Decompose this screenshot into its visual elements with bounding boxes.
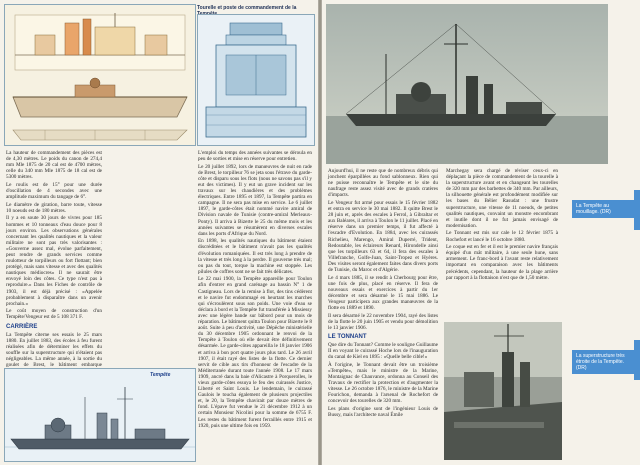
ship-plan-drawing — [4, 4, 196, 146]
page-edge-tab-top — [634, 190, 640, 230]
right-col1-p7: Les plans d'origine sont de l'ingénieur Louis de Bussy, mais l'architecte naval Émile — [328, 405, 438, 419]
left-col1-text — [6, 150, 102, 369]
left-col2-p3: En 1898, les qualités nautiques du bâtiment étaient discréditées et le bâtiment n'avait pas les qualités d'évolution romaniquées. Il est très long à prendre de la vitesse et très long à la perdre. Il gouverne très mal; ou pas du tout, torque la machine est stoppée. Les pilules de coffres sont ne se fait très délicates. — [198, 238, 312, 275]
right-col2-p3: Le coque est en fer et il est le premier navire français équipé d'un mât militaire, à une seule hune, sans armement. Le franc-bord à l'avant reste relativement important en comparaison avec les bâtiments précédents, cependant, la hauteur de la plage arrière par rapport à la flottaison n'est que de 1,50 mètre. — [446, 244, 558, 281]
right-col2-p2: Le Tonnant est mis sur cale le 12 février 1875 à Rochefort et lancé le 16 octobre 1880. — [446, 230, 558, 243]
superstructure-photo — [444, 322, 562, 460]
right-col1-p4: Il sera désarmé le 22 novembre 1904, rayé des listes de la flotte le 20 juin 1905 et vendu pour démolition le 13 janvier 1906. — [328, 312, 438, 331]
tempete-drawing — [4, 368, 196, 462]
right-col2-text — [446, 168, 558, 318]
section-heading-tonnant: LE TONNANT — [328, 333, 367, 340]
right-col1-text — [328, 168, 438, 460]
ship-plan-svg — [5, 5, 195, 145]
ship-photo-svg — [326, 4, 608, 164]
right-col1-p5: Que dire du Tonnant? Comme le souligne Guillaume II en voyant le cuirassé Hoche lors de l'inauguration du canal de Kiel en 1895 : «Quelle belle cible!» — [328, 342, 438, 361]
right-col1-p3: Le 4 mars 1885, il se rendit à Cherbourg pour être, une fois de plus, placé en réserve. Il fera de nouveaux essais et exercices à partir du 1er décembre et sera désarmé le 15 mai 1886. Le Vengeur participera aux grandes manœuvres de la flotte en 1889 et 1890. — [328, 274, 438, 312]
turret-drawing — [197, 14, 315, 146]
ship-photo-at-anchor — [326, 4, 608, 164]
left-col2-text — [198, 150, 312, 460]
right-col1-p1: Aujourd'hui, il ne reste que de nombreux débris qui jonchent éparpillées au fond sablonneux. Rien qui ne puisse reconnaître le Tempête et le site du naufrage reste assez visité avec de grands cratères d'impacts. — [328, 168, 438, 199]
tempete-drawing-label: Tempête — [150, 372, 171, 378]
left-col2-p1: L'emploi du temps des années suivantes se déroula en peu de sorties et mise en réserve pour entretien. — [198, 150, 312, 163]
turret-drawing-caption: Tourelle et poste de commandement de la — [197, 5, 297, 11]
right-page — [322, 0, 640, 465]
photo-caption-anchor: La Tempête au mouillage. (DR) — [572, 200, 636, 218]
left-col2-p2: Le 20 juillet 1892, lors de manœuvres de nuit en rade de Brest, le torpilleur 76 se jeta sous l'étrave du garde-côte et disparu sous les flots (nous ne savons pas s'il y eut des victimes). Il y eut un grave incident sur les travaux sur les chaudières et des problèmes électriques. Entre 1895 et 1897, la Tempête partira en campagne. Il ne sera pas mise en service. Le 6 juillet 1897, le garde-côtes était nommé navire amiral de Division navale de Tunisie (contre-amiral Merleaux-Ponty). Il arriva à Bizerte le 25 du même mois et les années suivantes se résumèrent en diverses escales dans les ports d'Afrique du Nord. — [198, 163, 312, 237]
left-col1-p1: La hauteur de commandement des pièces est de 4,30 mètres. Le poids du canon de 274,4 mm Mle 1875 de 20 cal est de 4700 mètres, celle du 340 mm Mle 1875 de 18 cal est de 5300 mètres. — [6, 150, 102, 181]
left-col1-p5: Le coût moyen de construction d'un Tempête/Vengeur est de 5 108 371 F. — [6, 308, 102, 321]
right-col1-p6: À l'origine, le Tonnant devait être un troisième «Tempête», mais le ministre de la Marine, Montaignac de Chauvance, ordonna au Conseil des Travaux de rectifier la protection et d'augmenter la vitesse. Le 26 octobre 1876, le ministre de la Marine Fourichon, demanda à l'arsenal de Rochefort de concevoir des tourelles de 320 mm. — [328, 361, 438, 405]
right-col1-p2: Le Vengeur fut armé pour essais le 15 février 1882 et entra en service le 30 mai 1882. Il quitte Brest le 28 juin et, après des escales à Ferrol, à Gibraltar et aux Baléares, il arriva à Toulon le 11 juillet. Placé en réserve dans un premier temps, il fut affecté à l'escadre d'Evolution. En 1884, avec les cuirassés Richelieu, Marengo, Amiral Duperré, Trident, Redoutable, les éclaireurs Renard, Hirondelle ainsi que les torpilleurs 63 et 64, il fera des escales à Villefranche, Golfe-Juan, Saint-Tropez et Hyères. Des visites seront également faites dans divers ports de Tunisie, du Maroc et d'Algérie. — [328, 199, 438, 273]
left-col1-p4: Il y a en soute 30 jours de vivres pour 185 hommes et 10 tonneaux d'eau douce pour 8 jours environ. Les observations générales concernant les qualités nautiques et la valeur militaire ne sont pas très valorisantes : «Gouverne assez mal, évolue parfaitement, peut rendre de grands services comme roulotteur de torpilleurs ou fort flottant; bien protégé, mais sans vitesse et avec des qualités nautiques médiocres» Il ne saurait être envoyé loin des côtes. Ce type n'est pas à reproduire.» Dans les Fiches de contrôle de 1903, il est déjà précisé : «Appelée probablement à disparaître dans un avenir prochain.» — [6, 215, 102, 307]
right-col2-p1: Marchegay sera chargé de réviser ceux-ci en déplaçant la pièce de commandement de la tourelle à la superstructure avant et en changeant les tourelles de 320 mm par des barbettes de 340 mm. Par ailleurs, la silhouette générale est profondément modifiée sur les bases du Bélier Rasudat : une frustre superstructure, une vitesse de 11 noeuds, de petites qualités nautiques, convaint un monstre encombrant et inutile dont il ne fut jamais envisagé de modernisation. — [446, 168, 558, 229]
left-col1-p2: Le roulis est de 15° pour une durée d'oscillation de 4 secondes avec une amplitude maximum du tangage de 6°. — [6, 181, 102, 201]
left-col2-p4: Le 22 mai 1900, la Tempête appareille pour Toulon afin d'entrer en grand carénage au bassin N° 1 de Castigneau. Lors de la remise à flot, des tins cédèrent et le navire fut endommagé en heurtant les marches qui s'écroulèrent sous son poids. Une voie d'eau se déclara à bord et la Tempête fut transférée à Missiessy avec une légère bande sur bâbord pour un mois de réparation. Le bâtiment quitta Toulon pour Bizerte le 8 août. Suite à peu d'activité, une Dépêche ministérielle du 30 décembre 1905 ordonnant le renvoi de la Tempête à Toulon où elle devait être définitivement désarmée. Le garde-côtes appareilla le 18 janvier 1906 et arriva à bon port quatre jours plus tard. Le 26 avril 1907, il était rayé des listes de la flotte. Ce dernier servit de cible aux tirs d'honneur de l'escadre de la Méditerranée durant toute l'année 1908. Le 17 mars 1909, ancré dans la baie d'Alicastre à Porquerolles, le vieux garde-côtes essuya le feu des cuirassés Justice, Liberté et Saint Louis. Le lendemain, le cuirassé Gaulois le toucha également de plusieurs projectiles et, le 20, la Tempête chavirait par douze mètres de fond. L'épave fut vendue le 21 décembre 1912 à un certain Monsieur Nicolini pour la somme de 6755 F. Les restes du bâtiment furent ferraillés entre 1915 et 1920, puis une ultime fois en 1959. — [198, 276, 312, 429]
superstructure-photo-svg — [444, 322, 562, 460]
page-edge-tab-bottom — [634, 340, 640, 380]
left-col1-p3: Le diamètre de giration, barre toute, vitesse 10 noeuds est de 180 mètres. — [6, 201, 102, 214]
turret-svg — [198, 15, 314, 145]
left-col1-p6: La Tempête citerne ses essais le 25 mars 1880. En juillet 1883, des écoles à feu furent réalisées afin de déterminer les effets du souffle sur la superstructure qui n'étaient pas négligeables. La même année, à la sortie du goulet de Brest, le bâtiment embarque — [6, 331, 102, 369]
photo-caption-superstructure: La superstructure très étroite de la Tempête. (DR) — [572, 350, 636, 374]
tempete-drawing-svg — [5, 369, 195, 461]
section-heading-carriere: CARRIÈRE — [6, 323, 38, 330]
left-page — [0, 0, 318, 465]
